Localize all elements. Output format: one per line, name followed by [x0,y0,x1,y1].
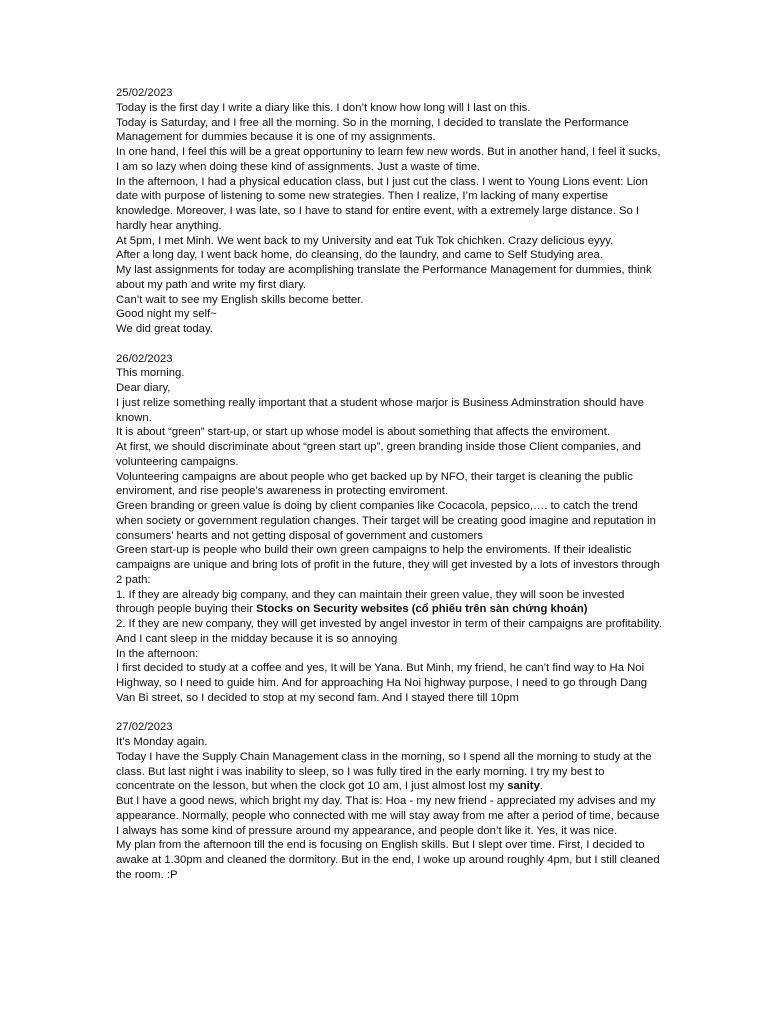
diary-entry-2 [116,352,662,706]
paragraph: This morning. [116,367,185,380]
paragraph: At 5pm, I met Minh. We went back to my University and eat Tuk Tok chichken. Crazy delicious eyyy. [116,234,614,247]
paragraph-suffix: . [539,780,543,793]
paragraph: But I have a good news, which bright my day. That is: Hoa - my new friend - appreciated my advises and my appearance. Normally, people who connected with me will stay away from me after a period of time, because I always has some kind of pressure around my appearance, and people don’t like it. Yes, it was nice. [116,795,660,837]
entry-date: 25/02/2023 [116,87,173,99]
paragraph: I just relize something really important that a student whose marjor is Business Adminstration should have known. [116,396,645,424]
paragraph: In one hand, I feel this will be a great opportuniny to learn few new words. But in another hand, I feel it sucks, I am so lazy when doing these kind of assignments. Just a waste of time. [116,146,661,173]
paragraph: Can’t wait to see my English skills become better. [116,293,364,306]
diary-document [116,86,662,897]
paragraph: In the afternoon, I had a physical education class, but I just cut the class. I went to Young Lions event: Lion date with purpose of listening to some new strategies. Then I realize, I’m lacking of many expertise knowledge. Moreover, I was late, so I have to stand for entire event, with a extremely large distance. So I hardly hear anything. [116,175,648,232]
paragraph: Today is the first day I write a diary like this. I don’t know how long will I last on this. [116,101,531,114]
paragraph: Dear diary, [116,382,171,394]
paragraph-text: Today I have the Supply Chain Management class in the morning, so I spend all the morning to study at the class. But last night i was inability to sleep, so I was fully tired in the early morning. I try my best to concentrate on the lesson, but when the clock got 10 am, I just almost lost my [116,750,652,793]
paragraph: I first decided to study at a coffee and yes, It will be Yana. But Minh, my friend, he can’t find way to Ha Noi Highway, so I need to guide him. And for approaching Ha Noi highway purpose, I need to go through Dang Van Bi street, so I decided to stop at my second fam. And I stayed there till 10pm [116,662,648,704]
entry-date: 26/02/2023 [116,352,173,365]
paragraph: At first, we should discriminate about “green start up”, green branding inside those Client companies, and volunteering campaigns. [116,441,641,468]
entry-date: 27/02/2023 [116,721,173,734]
paragraph: Green start-up is people who build their own green campaigns to help the enviroments. If their idealistic campaigns are unique and bring lots of profit in the future, they will get invested by a lots of investors through 2 path: [116,544,660,586]
paragraph: Good night my self~ [116,308,217,321]
paragraph: Today is Saturday, and I free all the morning. So in the morning, I decided to translate the Performance Management for dummies because it is one of my assignments. [116,116,629,144]
diary-entry-1 [116,86,662,337]
paragraph: We did great today. [116,323,213,335]
paragraph [116,750,662,794]
paragraph-text: 1. If they are already big company, and they can maintain their green value, they will soon be invested through people buying their [116,588,625,616]
paragraph: 2. If they are new company, they will get invested by angel investor in term of their campaigns are profitability. [116,618,662,630]
paragraph [116,588,662,618]
paragraph: In the afternoon: [116,647,199,660]
paragraph: After a long day, I went back home, do cleansing, do the laundry, and came to Self Studying area. [116,249,603,262]
paragraph: Volunteering campaigns are about people who get backed up by NFO, their target is cleaning the public enviroment, and rise people’s awareness in protecting enviroment. [116,470,633,498]
diary-entry-3 [116,720,662,882]
paragraph: And I cant sleep in the midday because it is so annoying [116,632,398,645]
paragraph: It is about “green” start-up, or start up whose model is about something that affects the enviroment. [116,426,610,439]
bold-word: sanity [507,780,540,793]
paragraph: My last assignments for today are acomplishing translate the Performance Management for dummies, think about my path and write my first diary. [116,264,652,291]
paragraph: Green branding or green value is doing by client companies like Cocacola, pepsico,…. to catch the trend when society or government regulation changes. Their target will be creating good imagine and reputation in consumers’ hearts and not getting disposal of government and customers [116,500,656,542]
paragraph: It’s Monday again. [116,736,208,748]
paragraph: My plan from the afternoon till the end is focusing on English skills. But I slept over time. First, I decided to awake at 1.30pm and cleaned the dormitory. But in the end, I woke up around roughly 4pm, but I still cleaned the room. :P [116,839,660,881]
bold-phrase: Stocks on Security websites (cổ phiếu trên sàn chứng khoán) [256,603,588,616]
